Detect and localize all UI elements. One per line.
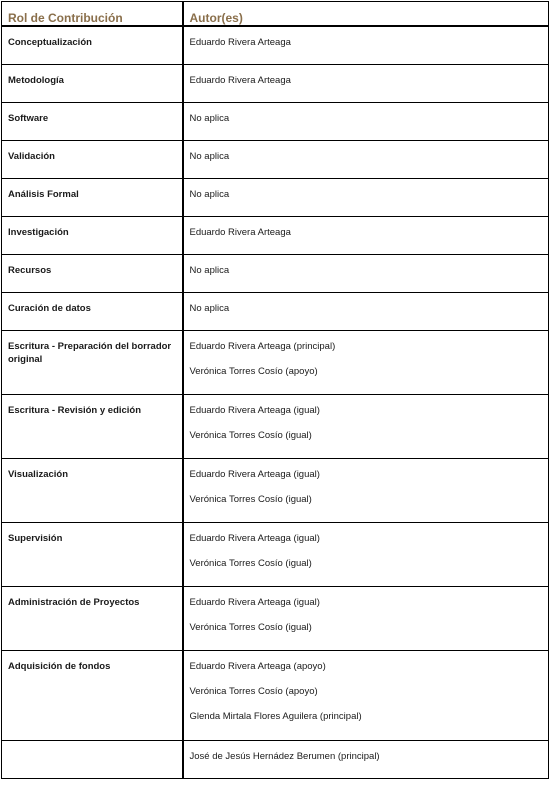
- author-entry: Verónica Torres Cosío (igual): [189, 557, 312, 569]
- author-entry: Verónica Torres Cosío (apoyo): [189, 365, 318, 377]
- authors-cell: [183, 458, 549, 522]
- role-cell: Conceptualización: [2, 26, 183, 64]
- authors-cell: [183, 394, 549, 458]
- role-cell: Visualización: [2, 458, 183, 522]
- author-entry: Verónica Torres Cosío (igual): [189, 621, 312, 633]
- contribution-table: [1, 1, 549, 779]
- authors-cell: [183, 178, 549, 216]
- table-row: [2, 254, 549, 292]
- author-entry: Eduardo Rivera Arteaga (igual): [189, 468, 320, 480]
- role-cell: Adquisición de fondos: [2, 650, 183, 740]
- author-entry: Eduardo Rivera Arteaga: [189, 37, 291, 48]
- authors-cell: [183, 292, 549, 330]
- header-authors: Autor(es): [183, 2, 549, 27]
- header-role: Rol de Contribución: [2, 2, 183, 27]
- role-cell: Investigación: [2, 216, 183, 254]
- table-row: [2, 650, 549, 740]
- table-row: [2, 740, 549, 778]
- authors-cell: [183, 102, 549, 140]
- table-row: [2, 458, 549, 522]
- author-entry: No aplica: [189, 188, 230, 200]
- author-entry: Eduardo Rivera Arteaga: [189, 74, 291, 86]
- table-row: [2, 178, 549, 216]
- authors-cell: [183, 64, 549, 102]
- author-entry: Eduardo Rivera Arteaga (igual): [189, 532, 320, 544]
- authors-cell: [183, 740, 549, 778]
- role-cell: Metodología: [2, 64, 183, 102]
- role-cell: Administración de Proyectos: [2, 586, 183, 650]
- author-entry: Verónica Torres Cosío (igual): [189, 493, 312, 505]
- authors-cell: [183, 650, 549, 740]
- table-row: [2, 394, 549, 458]
- author-entry: Eduardo Rivera Arteaga (igual): [189, 596, 320, 608]
- authors-cell: [183, 216, 549, 254]
- author-entry: Verónica Torres Cosío (igual): [189, 429, 312, 441]
- authors-cell: [183, 26, 549, 64]
- table-row: [2, 102, 549, 140]
- author-entry: Glenda Mirtala Flores Aguilera (principal): [189, 710, 362, 722]
- author-entry: No aplica: [189, 302, 230, 314]
- table-row: [2, 330, 549, 394]
- author-entry: No aplica: [189, 264, 230, 276]
- role-cell: Curación de datos: [2, 292, 183, 330]
- table-row: [2, 586, 549, 650]
- author-entry: Eduardo Rivera Arteaga: [189, 226, 291, 238]
- table-row: [2, 292, 549, 330]
- table-row: [2, 140, 549, 178]
- author-entry: No aplica: [189, 150, 230, 162]
- role-cell: Escritura - Preparación del borrador original: [2, 330, 183, 394]
- header-row: [2, 2, 549, 27]
- authors-cell: [183, 522, 549, 586]
- author-entry: Eduardo Rivera Arteaga (igual): [189, 404, 320, 416]
- table-row: [2, 522, 549, 586]
- author-entry: Verónica Torres Cosío (apoyo): [189, 685, 318, 697]
- role-cell: Análisis Formal: [2, 178, 183, 216]
- author-entry: No aplica: [189, 112, 230, 124]
- role-cell: Validación: [2, 140, 183, 178]
- author-entry: José de Jesús Hernádez Berumen (principal): [189, 750, 380, 762]
- authors-cell: [183, 254, 549, 292]
- table-row: [2, 64, 549, 102]
- author-entry: Eduardo Rivera Arteaga (principal): [189, 340, 336, 352]
- role-cell: Supervisión: [2, 522, 183, 586]
- authors-cell: [183, 586, 549, 650]
- role-cell: [2, 740, 183, 778]
- authors-cell: [183, 330, 549, 394]
- table-row: [2, 26, 549, 64]
- role-cell: Escritura - Revisión y edición: [2, 394, 183, 458]
- role-cell: Recursos: [2, 254, 183, 292]
- table-row: [2, 216, 549, 254]
- authors-cell: [183, 140, 549, 178]
- role-cell: Software: [2, 102, 183, 140]
- author-entry: Eduardo Rivera Arteaga (apoyo): [189, 660, 326, 672]
